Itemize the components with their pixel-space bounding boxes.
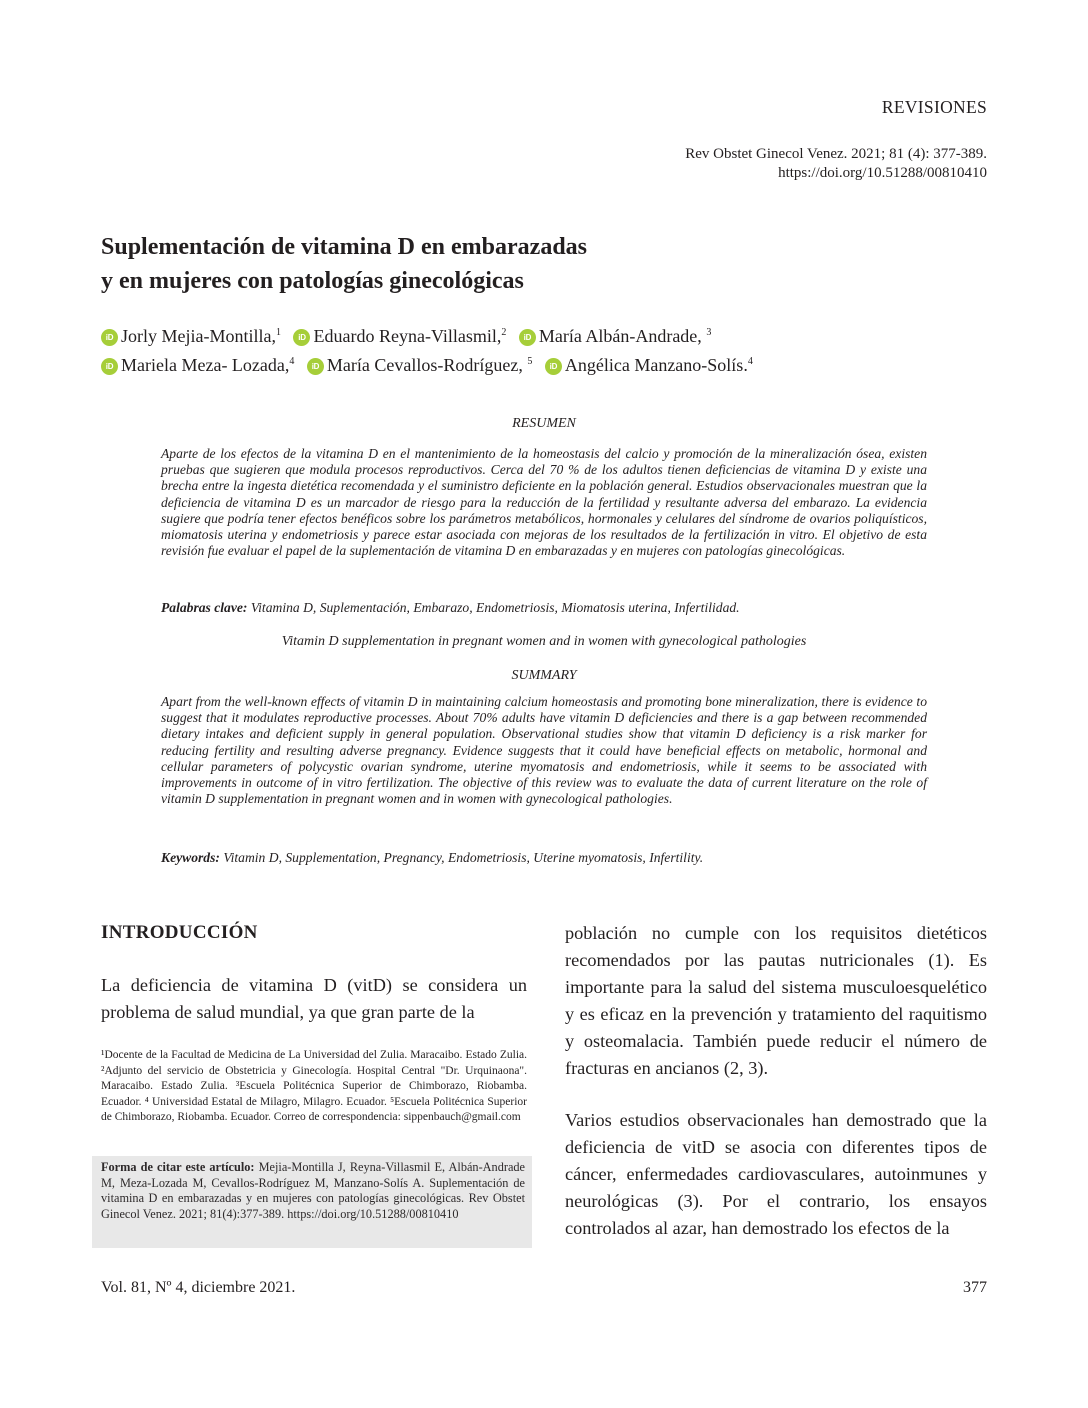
author[interactable] (101, 326, 281, 346)
affiliation-number: 4 (747, 356, 753, 367)
author-name: María Albán-Andrade, (538, 326, 702, 346)
keywords-label: Keywords: (161, 850, 220, 865)
citation-box-text (101, 1160, 525, 1222)
citation-label: Forma de citar este artículo: (101, 1160, 255, 1174)
affiliation-number: 2 (501, 327, 507, 338)
author[interactable] (293, 326, 506, 346)
page-number: 377 (963, 1279, 987, 1296)
article-title (101, 230, 901, 298)
introduction-heading: INTRODUCCIÓN (101, 922, 258, 943)
keywords-text: Vitamina D, Suplementación, Embarazo, Endometriosis, Miomatosis uterina, Infertilidad. (250, 600, 740, 615)
affiliation-number: 4 (289, 356, 295, 367)
orcid-icon[interactable]: iD (293, 329, 310, 346)
author[interactable] (545, 355, 753, 375)
author[interactable] (519, 326, 711, 346)
author-list (101, 320, 961, 378)
section-tag: REVISIONES (881, 97, 987, 117)
orcid-icon[interactable]: iD (545, 358, 562, 375)
footer-issue: Vol. 81, Nº 4, diciembre 2021. (101, 1279, 296, 1296)
author-line-1 (101, 320, 961, 349)
orcid-icon[interactable]: iD (307, 358, 324, 375)
author-name: Eduardo Reyna-Villasmil, (313, 326, 502, 346)
author-line-2 (101, 349, 961, 378)
intro-paragraph: Varios estudios observacionales han demostrado que la deficiencia de vitD se asocia con diferentes tipos de cáncer, enfermedades cardiovasculares, autoinmunes y neurológicas (3). Por el contrario, los ensayos controlados al azar, han demostrado los efectos de la (565, 1110, 987, 1238)
summary-keywords (161, 850, 927, 866)
affiliation-number: 5 (527, 356, 533, 367)
affiliation-number: 3 (706, 327, 712, 338)
english-title: Vitamin D supplementation in pregnant women and in women with gynecological pathologies (281, 634, 807, 649)
intro-paragraph: La deficiencia de vitamina D (vitD) se considera un problema de salud mundial, ya que gran parte de la (101, 975, 527, 1022)
author-name: Jorly Mejia-Montilla, (121, 326, 276, 346)
citation-text: Mejia-Montilla J, Reyna-Villasmil E, Albán-Andrade M, Meza-Lozada M, Cevallos-Rodríguez M, Manzano-Solís A. Suplementación de vitamina D en embarazadas y en mujeres con patologías ginecológicas. Rev Obstet Ginecol Venez. 2021; 81(4):377-389. https://doi.org/10.51288/00810410 (101, 1160, 526, 1221)
author-name: Mariela Meza- Lozada, (121, 355, 290, 375)
orcid-icon[interactable]: iD (519, 329, 536, 346)
author-name: María Cevallos-Rodríguez, (326, 355, 523, 375)
summary-body: Apart from the well-known effects of vitamin D in maintaining calcium homeostasis and promoting bone mineralization, there is evidence to suggest that it modulates reproductive processes. About 70% adults have vitamin D deficiencies and there is a gap between recommended dietary intakes and deficient supply in general population. Observational studies show that vitamin D deficiency is a risk marker for reducing fertility and resulting adverse pregnancy. Evidence suggests that it could have beneficial effects on metabolic, hormonal and cellular parameters of polycystic ovarian syndrome, uterine myomatosis and endometriosis, while it seems to be associated with improvements in outcome of in vitro fertilization. The objective of this review was to evaluate the data of current literature on the role of vitamin D supplementation in pregnant women and in women with gynecological pathologies. (161, 694, 927, 807)
author-name: Angélica Manzano-Solís. (564, 355, 748, 375)
title-line-1: Suplementación de vitamina D en embarazadas (101, 234, 587, 260)
resumen-body: Aparte de los efectos de la vitamina D en el mantenimiento de la homeostasis del calcio y promoción de la mineralización ósea, existen pruebas que sugieren que modula procesos reproductivos. Cerca del 70 % de los adultos tienen deficiencias de vitamina D y existe una brecha entre la ingesta dietética recomendada y el suministro deficiente en la población general. Estudios observacionales muestran que la deficiencia de vitamina D es un marcador de riesgo para la reducción de la fertilidad y resultante adversa del embarazo. La evidencia sugiere que podría tener efectos benéficos sobre los parámetros metabólicos, hormonales y celulares del síndrome de ovarios poliquísticos, miomatosis uterina y endometriosis y parece estar asociada con mejoras de los resultados de la fertilización in vitro. El objetivo de esta revisión fue evaluar el papel de la suplementación de vitamina D en embarazadas y en mujeres con patologías ginecológicas. (161, 446, 927, 559)
resumen-heading: RESUMEN (512, 416, 576, 431)
intro-right-column (565, 920, 987, 1242)
intro-paragraph: población no cumple con los requisitos dietéticos recomendados por las pautas nutricionales (1). Es importante para la salud del sistema musculoesquelético y es eficaz en la prevención y tratamiento del raquitismo y osteomalacia. También puede reducir el número de fracturas en ancianos (2, 3). (565, 923, 987, 1078)
author[interactable] (307, 355, 532, 375)
affiliations-footnote: ¹Docente de la Facultad de Medicina de La Universidad del Zulia. Maracaibo. Estado Zulia. ²Adjunto del servicio de Obstetricia y Ginecología. Hospital Central "Dr. Urquinaona". Maracaibo. Estado Zulia. ³Escuela Politécnica Superior de Chimborazo, Riobamba. Ecuador. ⁴ Universidad Estatal de Milagro, Milagro. Ecuador. ⁵Escuela Politécnica Superior de Chimborazo, Riobamba. Ecuador. Correo de correspondencia: sippenbauch@gmail.com (101, 1049, 527, 1123)
author[interactable] (101, 355, 294, 375)
orcid-icon[interactable]: iD (101, 358, 118, 375)
resumen-keywords (161, 600, 927, 616)
summary-heading: SUMMARY (511, 668, 577, 683)
keywords-text: Vitamin D, Supplementation, Pregnancy, Endometriosis, Uterine myomatosis, Infertility. (223, 850, 704, 865)
intro-left-column (101, 972, 527, 1026)
journal-reference: Rev Obstet Ginecol Venez. 2021; 81 (4): 377-389. (685, 146, 987, 162)
title-line-2: y en mujeres con patologías ginecológicas (101, 268, 524, 294)
orcid-icon[interactable]: iD (101, 329, 118, 346)
doi-link[interactable]: https://doi.org/10.51288/00810410 (778, 165, 987, 181)
affiliation-number: 1 (275, 327, 281, 338)
keywords-label: Palabras clave: (161, 600, 248, 615)
